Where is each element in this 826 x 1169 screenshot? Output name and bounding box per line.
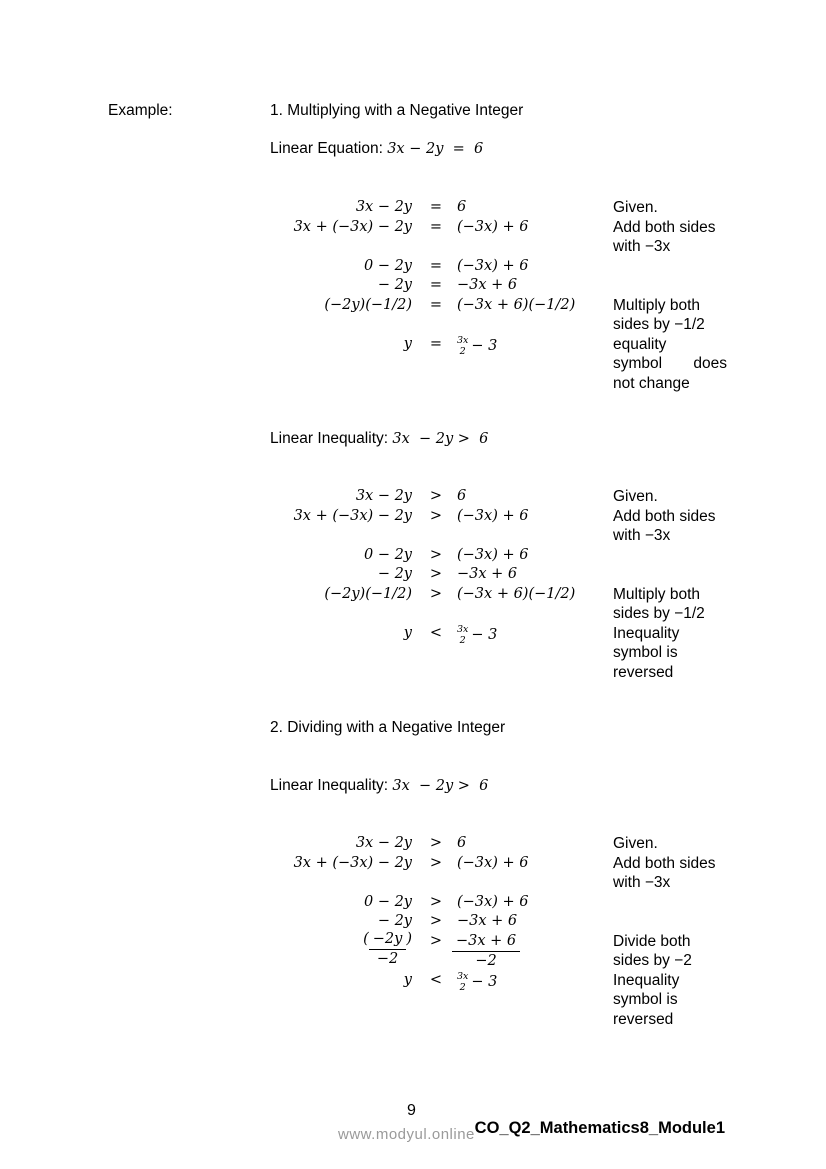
relation-symbol: > (429, 854, 443, 871)
relation-symbol: > (429, 932, 443, 949)
step-note: Add both sides (613, 507, 716, 525)
step-row (0, 971, 826, 991)
step-note: equality (613, 335, 667, 353)
step-left-side: 0 − 2y (363, 893, 412, 910)
fraction-numerator: −2y (369, 930, 407, 950)
step-left-side: − 2y (377, 566, 412, 582)
step-row (0, 354, 826, 374)
step-row (0, 257, 826, 277)
step-row (0, 487, 826, 507)
step-right-side: (−3x + 6)(−1/2) (457, 296, 576, 313)
fraction-denominator: 2 (459, 981, 466, 993)
step-row (0, 585, 826, 605)
step-note: Inequality (613, 971, 680, 989)
step-left-side: (−2y)(−1/2) (324, 296, 412, 313)
step-row (0, 276, 826, 296)
step-left-side: y (403, 971, 412, 988)
step-row (0, 604, 826, 624)
step-row (0, 335, 826, 355)
step-note: reversed (613, 663, 674, 681)
step-note: symbol is (613, 644, 678, 661)
step-note: Multiply both (613, 296, 701, 314)
step-row (0, 374, 826, 394)
step-note: Given. (613, 199, 658, 216)
relation-symbol: = (429, 296, 443, 313)
step-note: Inequality (613, 624, 680, 642)
step-right-side: (−3x) + 6 (457, 218, 529, 235)
relation-symbol: > (429, 913, 443, 929)
step-note: Multiply both (613, 585, 701, 603)
step-row (0, 237, 826, 257)
step-left-side: y (403, 624, 412, 641)
step-right-side: −3x + 6 (457, 913, 518, 929)
step-note-word: does (693, 355, 727, 372)
step-row (0, 526, 826, 546)
step-note: Divide both (613, 932, 691, 950)
step-left-side: 0 − 2y (363, 257, 412, 274)
linear-inequality-label: Linear Inequality: (270, 777, 389, 794)
step-row (0, 624, 826, 644)
step-right-side: (−3x) + 6 (457, 257, 529, 274)
step-right-side: −3x + 6 (457, 566, 518, 582)
step-left-side: 3x − 2y (355, 199, 412, 215)
step-row (0, 546, 826, 566)
step-left-side: 3x + (−3x) − 2y (293, 218, 412, 235)
step-right-side: (−3x) + 6 (457, 854, 529, 871)
relation-symbol: = (429, 277, 443, 293)
step-left-side: 3x + (−3x) − 2y (293, 854, 412, 871)
linear-inequality-expression: 3x − 2y > 6 (392, 778, 489, 794)
step-left-side: − 2y (377, 913, 412, 929)
step-left-side: 3x − 2y (355, 835, 412, 851)
step-left-side: y (403, 335, 412, 352)
step-row (0, 218, 826, 238)
step-note: with −3x (613, 527, 671, 544)
linear-inequality-label: Linear Inequality: (270, 430, 389, 447)
linear-equation-line (270, 139, 483, 159)
step-row (0, 990, 826, 1010)
step-right-side: 6 (457, 835, 467, 851)
relation-symbol: = (429, 199, 443, 215)
relation-symbol: > (429, 507, 443, 524)
relation-symbol: > (429, 585, 443, 602)
fraction-remainder: − 3 (471, 337, 498, 354)
step-note: Given. (613, 488, 658, 505)
relation-symbol: > (429, 893, 443, 910)
step-note: with −3x (613, 238, 671, 255)
relation-symbol: < (429, 624, 443, 641)
fraction-numerator: 3x (457, 623, 469, 635)
relation-symbol: = (429, 335, 443, 352)
step-row (0, 565, 826, 585)
step-note-word: symbol (613, 355, 663, 372)
step-left-side: ( $\frac{-2y}{-2}$ ) (363, 930, 412, 967)
step-left-side: 3x + (−3x) − 2y (293, 507, 412, 524)
relation-symbol: > (429, 566, 443, 582)
step-right-side: −3x + 6 (457, 277, 518, 293)
part2-heading: 2. Dividing with a Negative Integer (270, 719, 506, 736)
step-row (0, 296, 826, 316)
fraction-denominator: −2 (376, 950, 399, 967)
step-row (0, 198, 826, 218)
step-row (0, 663, 826, 683)
fraction-remainder: − 3 (471, 973, 498, 990)
linear-equation-label: Linear Equation: (270, 140, 383, 157)
step-note: Given. (613, 835, 658, 852)
linear-equation-expression: 3x − 2y = 6 (387, 141, 484, 157)
step-right-side: (−3x) + 6 (457, 507, 529, 524)
step-note: reversed (613, 1010, 674, 1028)
step-row (0, 854, 826, 874)
step-row (0, 507, 826, 527)
fraction-denominator: −2 (475, 952, 497, 969)
step-note: Add both sides (613, 218, 716, 236)
relation-symbol: > (429, 488, 443, 504)
step-left-side: − 2y (377, 277, 412, 293)
fraction-denominator: 2 (459, 634, 466, 646)
step-note: with −3x (613, 874, 671, 891)
part1-heading: 1. Multiplying with a Negative Integer (270, 102, 524, 119)
step-row (0, 315, 826, 335)
example-label: Example: (108, 102, 173, 119)
linear-inequality-line-2 (270, 776, 488, 796)
step-right-side: (−3x) + 6 (457, 893, 529, 910)
step-right-side: (−3x + 6)(−1/2) (457, 585, 576, 602)
step-row (0, 893, 826, 913)
step-row (0, 951, 826, 971)
step-note: not change (613, 374, 690, 392)
step-note (613, 354, 727, 374)
step-left-side: 3x − 2y (355, 488, 412, 504)
step-right-side: 6 (457, 199, 467, 215)
fraction-numerator: −3x + 6 (452, 932, 520, 952)
page-number: 9 (407, 1102, 416, 1119)
step-right-side: 6 (457, 488, 467, 504)
fraction-numerator: 3x (457, 970, 469, 982)
step-note: sides by −1/2 (613, 605, 705, 622)
step-note: symbol is (613, 991, 678, 1008)
relation-symbol: > (429, 546, 443, 563)
fraction-denominator: 2 (459, 345, 466, 357)
linear-inequality-expression: 3x − 2y > 6 (392, 431, 489, 447)
fraction-numerator: 3x (457, 334, 469, 346)
step-row (0, 873, 826, 893)
watermark: www.modyul.online (338, 1126, 475, 1143)
step-note: sides by −2 (613, 952, 692, 969)
relation-symbol: > (429, 835, 443, 851)
linear-inequality-line-1 (270, 429, 488, 449)
step-right-side: (−3x) + 6 (457, 546, 529, 563)
step-note: sides by −1/2 (613, 316, 705, 333)
fraction-remainder: − 3 (471, 626, 498, 643)
step-left-side: (−2y)(−1/2) (324, 585, 412, 602)
module-code: CO_Q2_Mathematics8_Module1 (474, 1119, 725, 1137)
step-row (0, 643, 826, 663)
step-row (0, 834, 826, 854)
step-row (0, 912, 826, 932)
relation-symbol: < (429, 971, 443, 988)
step-row (0, 1010, 826, 1030)
step-note: Add both sides (613, 854, 716, 872)
relation-symbol: = (429, 257, 443, 274)
step-left-side: 0 − 2y (363, 546, 412, 563)
relation-symbol: = (429, 218, 443, 235)
